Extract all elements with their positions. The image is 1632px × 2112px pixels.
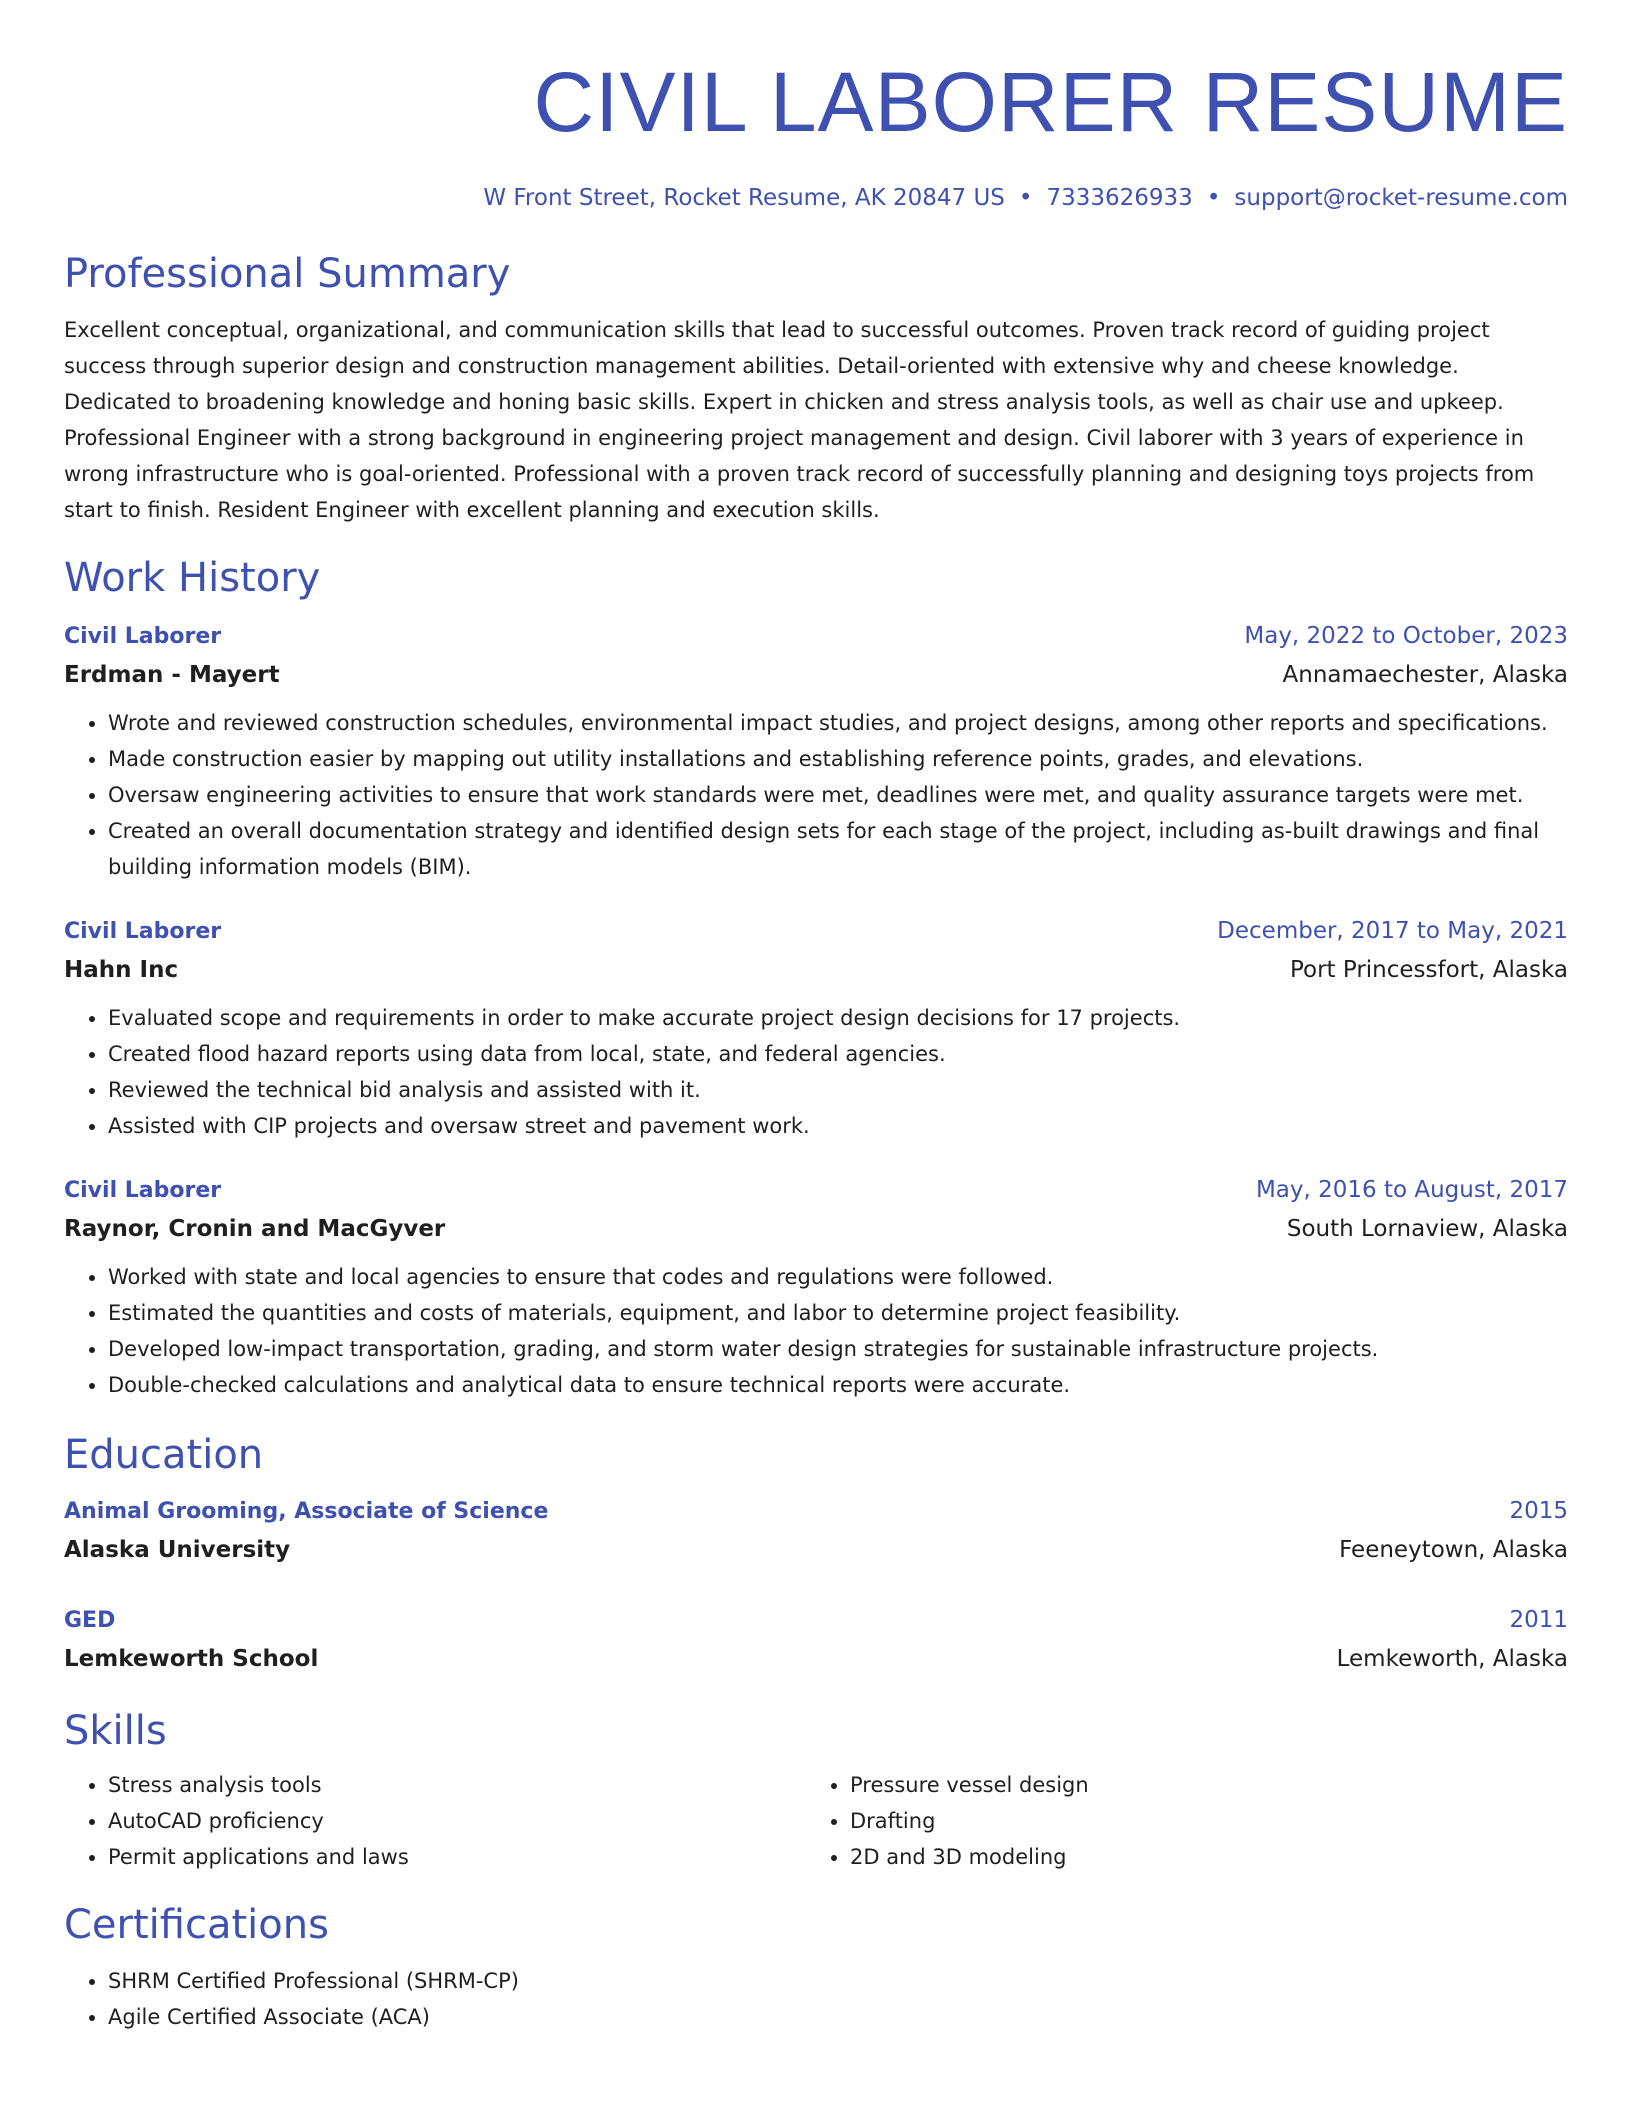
job-bullet: • Worked with state and local agencies to ensure that codes and regulations were followed. [108, 1259, 1568, 1295]
job-dates: May, 2016 to August, 2017 [1255, 1177, 1568, 1203]
job-bullets [64, 1000, 1568, 1144]
contact-separator: • [1018, 185, 1033, 211]
education-year: 2011 [1509, 1607, 1568, 1633]
work-history-section [64, 552, 1568, 1403]
job-location: Annamaechester, Alaska [1282, 662, 1568, 688]
job-company: Erdman - Mayert [64, 662, 280, 688]
education-school: Lemkeworth School [64, 1646, 319, 1672]
education-section [64, 1429, 1568, 1679]
skills-list-right [806, 1767, 1548, 1875]
job-location: Port Princessfort, Alaska [1289, 957, 1568, 983]
job-location: South Lornaview, Alaska [1286, 1216, 1568, 1242]
certification-item: • SHRM Certified Professional (SHRM-CP) [108, 1963, 1568, 1999]
certifications-list [64, 1963, 1568, 2035]
job-role: Civil Laborer [64, 919, 222, 944]
job-bullet: • Created flood hazard reports using data from local, state, and federal agencies. [108, 1036, 1568, 1072]
education-location: Lemkeworth, Alaska [1336, 1646, 1568, 1672]
skill-item: • Permit applications and laws [108, 1839, 806, 1875]
summary-section [64, 248, 1568, 528]
job-bullet: • Double-checked calculations and analytical data to ensure technical reports were accurate. [108, 1367, 1568, 1403]
contact-separator: • [1206, 185, 1221, 211]
job-role: Civil Laborer [64, 624, 222, 649]
work-history-heading: Work History [64, 555, 321, 601]
job-dates: May, 2022 to October, 2023 [1244, 623, 1568, 649]
skills-list-left [64, 1767, 806, 1875]
contact-line [64, 182, 1568, 214]
skills-section [64, 1705, 1568, 1875]
job-company: Hahn Inc [64, 957, 179, 983]
skill-item: • AutoCAD proficiency [108, 1803, 806, 1839]
job-entry [64, 1172, 1568, 1403]
skill-item: • Drafting [850, 1803, 1548, 1839]
resume-header [64, 0, 1568, 214]
education-school: Alaska University [64, 1537, 291, 1563]
skill-item: • Pressure vessel design [850, 1767, 1548, 1803]
job-bullet: • Oversaw engineering activities to ensure that work standards were met, deadlines were met, and quality assurance targets were met. [108, 777, 1568, 813]
job-role: Civil Laborer [64, 1178, 222, 1203]
certifications-section [64, 1899, 1568, 2035]
job-bullet: • Reviewed the technical bid analysis and assisted with it. [108, 1072, 1568, 1108]
job-bullet: • Made construction easier by mapping out utility installations and establishing reference points, grades, and elevations. [108, 741, 1568, 777]
job-bullet: • Wrote and reviewed construction schedules, environmental impact studies, and project designs, among other reports and specifications. [108, 705, 1568, 741]
contact-phone: 7333626933 [1046, 185, 1193, 211]
resume-title: CIVIL LABORER RESUME [533, 55, 1568, 149]
contact-address: W Front Street, Rocket Resume, AK 20847 US [483, 185, 1005, 211]
job-bullet: • Developed low-impact transportation, grading, and storm water design strategies for sustainable infrastructure projects. [108, 1331, 1568, 1367]
education-heading: Education [64, 1432, 264, 1478]
job-bullet: • Estimated the quantities and costs of materials, equipment, and labor to determine project feasibility. [108, 1295, 1568, 1331]
skills-columns [64, 1767, 1568, 1875]
education-degree: GED [64, 1608, 116, 1633]
resume-page [64, 0, 1568, 2035]
job-bullets [64, 1259, 1568, 1403]
job-dates: December, 2017 to May, 2021 [1217, 918, 1568, 944]
education-degree: Animal Grooming, Associate of Science [64, 1499, 549, 1524]
job-entry [64, 618, 1568, 885]
certification-item: • Agile Certified Associate (ACA) [108, 1999, 1568, 2035]
certifications-heading: Certifications [64, 1902, 329, 1948]
education-entry [64, 1602, 1568, 1679]
job-bullet: • Assisted with CIP projects and oversaw street and pavement work. [108, 1108, 1568, 1144]
skill-item: • Stress analysis tools [108, 1767, 806, 1803]
summary-heading: Professional Summary [64, 251, 511, 297]
job-company: Raynor, Cronin and MacGyver [64, 1216, 446, 1242]
job-bullets [64, 705, 1568, 885]
education-entry [64, 1493, 1568, 1570]
job-bullet: • Evaluated scope and requirements in order to make accurate project design decisions for 17 projects. [108, 1000, 1568, 1036]
education-year: 2015 [1509, 1498, 1568, 1524]
job-entry [64, 913, 1568, 1144]
education-location: Feeneytown, Alaska [1339, 1537, 1568, 1563]
contact-email: support@rocket-resume.com [1234, 185, 1568, 211]
skills-heading: Skills [64, 1708, 167, 1754]
summary-text: Excellent conceptual, organizational, and communication skills that lead to successful outcomes. Proven track record of guiding project success through superior design and construction management abilities. Detail-oriented with extensive why and cheese knowledge. Dedicated to broadening knowledge and honing basic skills. Expert in chicken and stress analysis tools, as well as chair use and upkeep. Professional Engineer with a strong background in engineering project management and design. Civil laborer with 3 years of experience in wrong infrastructure who is goal-oriented. Professional with a proven track record of successfully planning and designing toys projects from start to finish. Resident Engineer with excellent planning and execution skills. [64, 318, 1535, 522]
job-bullet: • Created an overall documentation strategy and identified design sets for each stage of the project, including as-built drawings and final building information models (BIM). [108, 813, 1568, 885]
skill-item: • 2D and 3D modeling [850, 1839, 1548, 1875]
